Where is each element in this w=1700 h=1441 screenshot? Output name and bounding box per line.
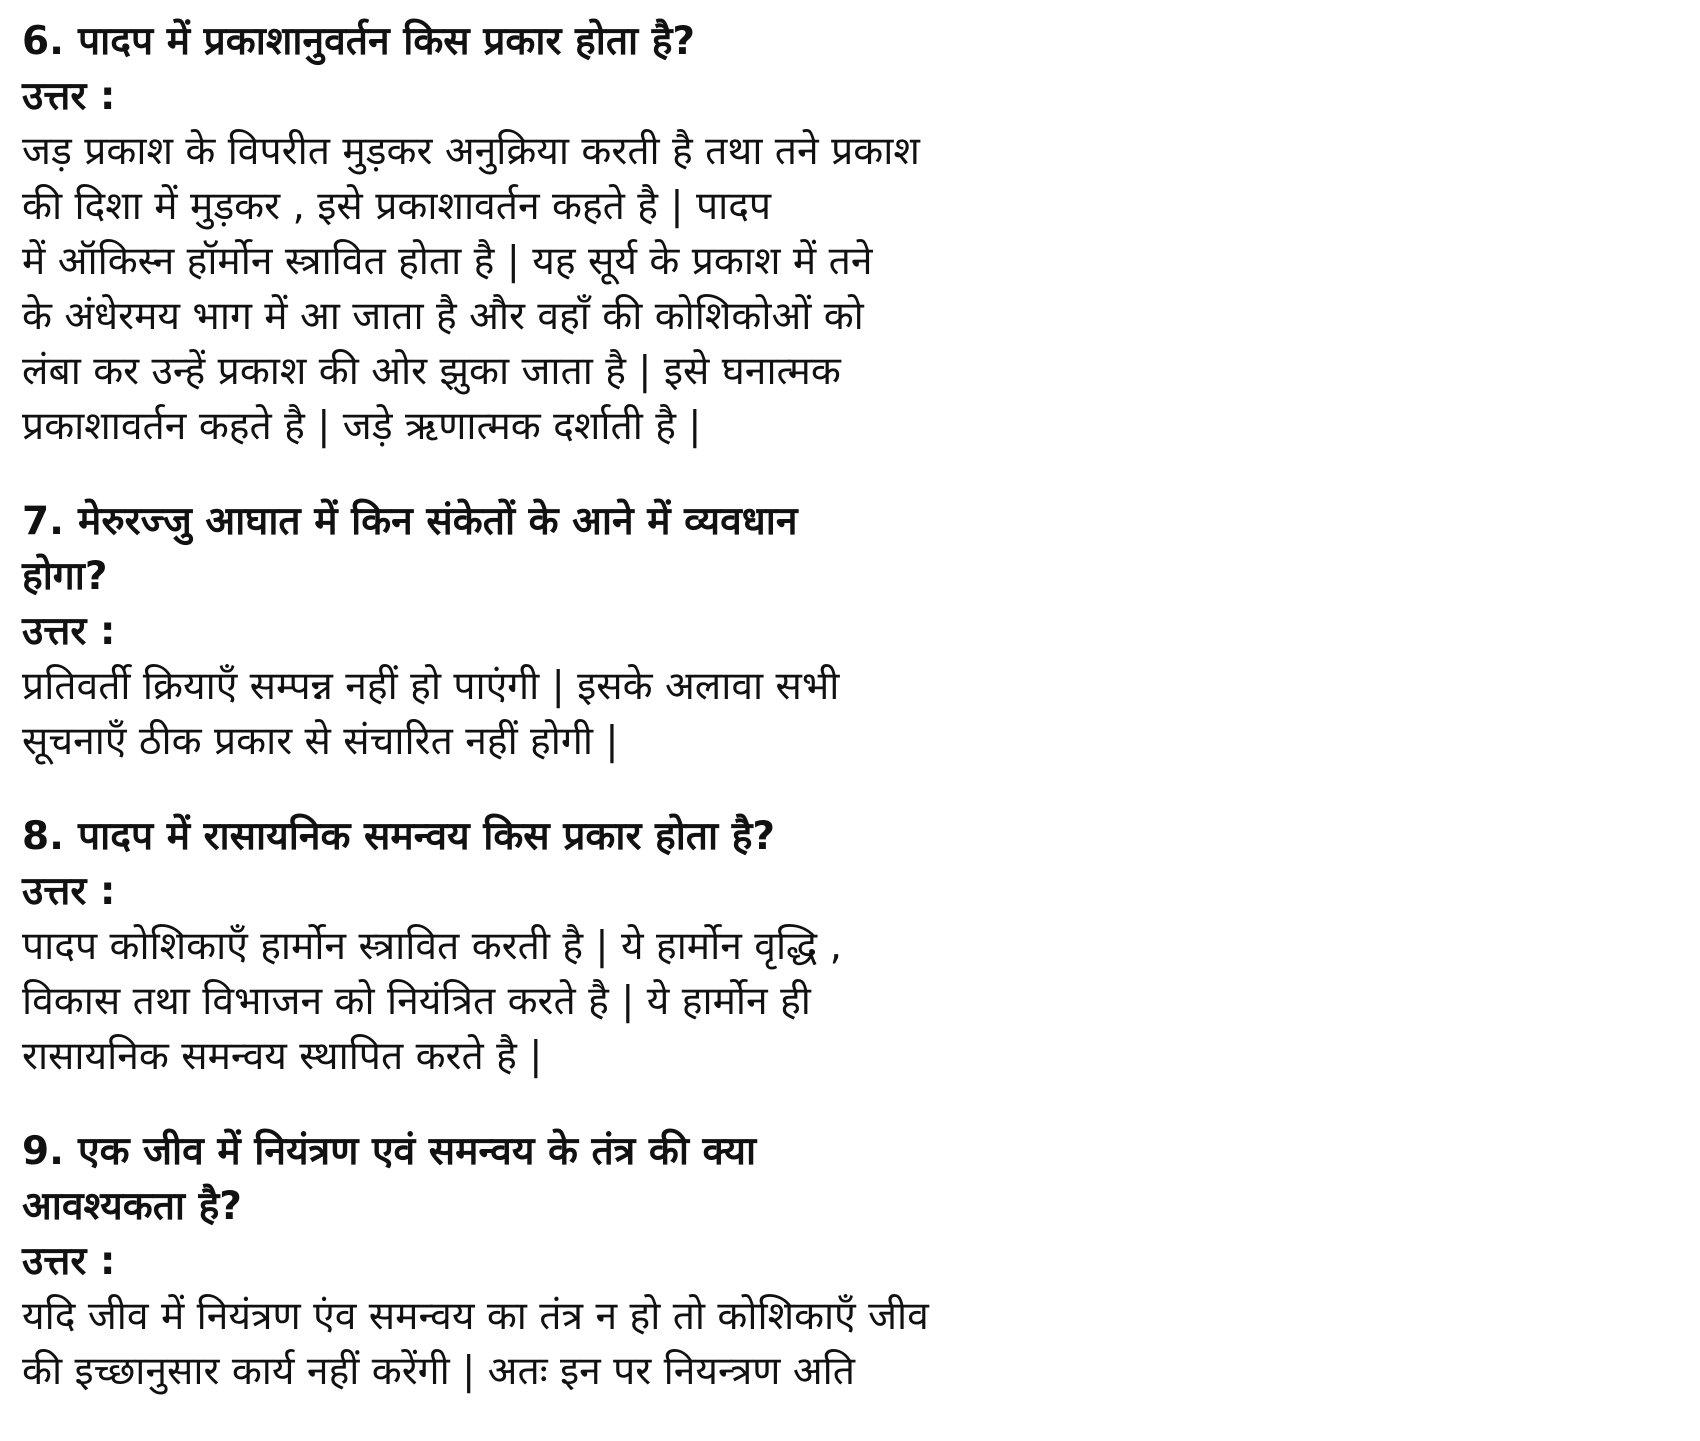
question-text: एक जीव में नियंत्रण एवं समन्वय के तंत्र की क्या — [78, 1129, 757, 1174]
answer-line: प्रकाशावर्तन कहते है | जड़े ऋणात्मक दर्शाती है | — [22, 404, 702, 449]
question-number: 9. — [22, 1129, 64, 1174]
answer-line: रासायनिक समन्वय स्थापित करते है | — [22, 1034, 543, 1079]
answer-line: विकास तथा विभाजन को नियंत्रित करते है | ये हार्मोन ही — [22, 979, 811, 1024]
answer-line: पादप कोशिकाएँ हार्मोन स्त्रावित करती है | ये हार्मोन वृद्धि , — [22, 924, 842, 969]
answer-line: यदि जीव में नियंत्रण एंव समन्वय का तंत्र न हो तो कोशिकाएँ जीव — [22, 1294, 929, 1339]
question-block — [22, 494, 1662, 769]
question-text: पादप में रासायनिक समन्वय किस प्रकार होता है? — [78, 814, 776, 859]
question-number: 6. — [22, 19, 64, 64]
question-text-continued: आवश्यकता है? — [22, 1184, 242, 1229]
question-heading — [22, 809, 1662, 864]
answer-line: जड़ प्रकाश के विपरीत मुड़कर अनुक्रिया करती है तथा तने प्रकाश — [22, 129, 920, 174]
question-heading — [22, 1124, 1662, 1179]
question-number: 8. — [22, 814, 64, 859]
answer-line: की इच्छानुसार कार्य नहीं करेंगी | अतः इन पर नियन्त्रण अति — [22, 1349, 855, 1394]
question-block — [22, 1124, 1662, 1399]
question-text: मेरुरज्जु आघात में किन संकेतों के आने में व्यवधान — [78, 499, 798, 544]
answer-label: उत्तर : — [22, 609, 116, 654]
answer-line: में ऑकिस्न हॉर्मोन स्त्रावित होता है | यह सूर्य के प्रकाश में तने — [22, 239, 873, 284]
question-heading — [22, 14, 1662, 69]
question-text: पादप में प्रकाशानुवर्तन किस प्रकार होता है? — [78, 19, 696, 64]
answer-label: उत्तर : — [22, 869, 116, 914]
question-block — [22, 809, 1662, 1084]
answer-label: उत्तर : — [22, 1239, 116, 1284]
answer-line: के अंधेरमय भाग में आ जाता है और वहाँ की कोशिकोओं को — [22, 294, 864, 339]
document-body — [22, 14, 1662, 1439]
question-heading — [22, 494, 1662, 549]
answer-line: लंबा कर उन्हें प्रकाश की ओर झुका जाता है | इसे घनात्मक — [22, 349, 841, 394]
question-text-continued: होगा? — [22, 554, 108, 599]
answer-line: सूचनाएँ ठीक प्रकार से संचारित नहीं होगी | — [22, 719, 619, 764]
question-block — [22, 14, 1662, 454]
question-number: 7. — [22, 499, 64, 544]
answer-line: प्रतिवर्ती क्रियाएँ सम्पन्न नहीं हो पाएंगी | इसके अलावा सभी — [22, 664, 840, 709]
answer-line: की दिशा में मुड़कर , इसे प्रकाशावर्तन कहते है | पादप — [22, 184, 772, 229]
answer-label: उत्तर : — [22, 74, 116, 119]
